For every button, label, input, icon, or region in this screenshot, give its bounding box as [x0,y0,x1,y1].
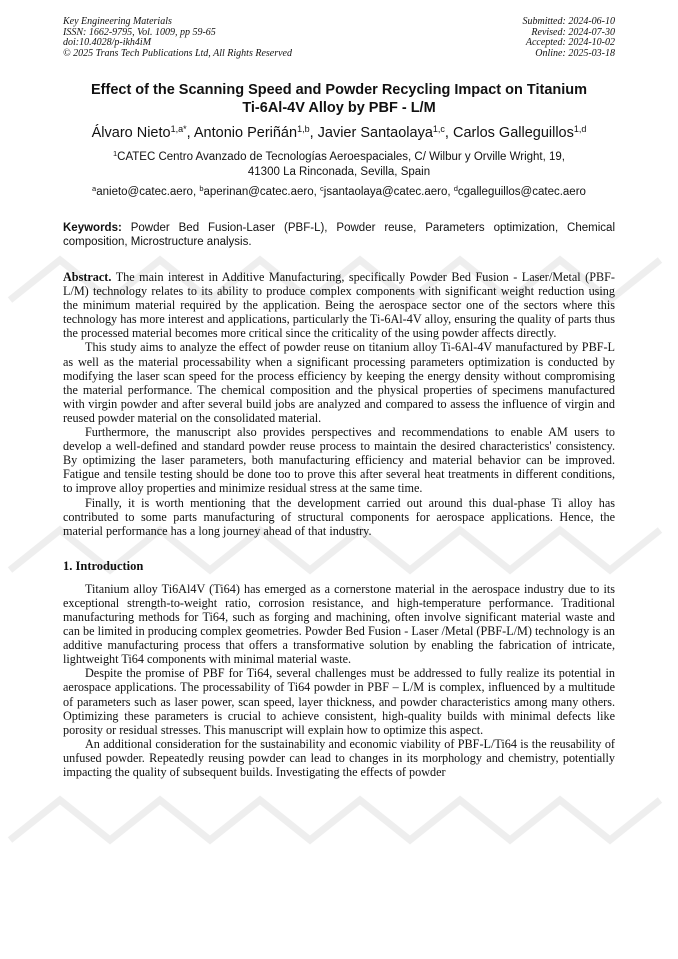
abstract-paragraph-3: Furthermore, the manuscript also provides perspectives and recommendations to enable AM users to develop a well-defined and standard powder reuse process to maintain the desired characteristics' consistency. By optimizing the laser parameters, both manufacturing efficiency and material behavior can be improved. Fatigue and tensile testing should be done too to prove this after several heat treatments in different conditions, to improve alloy properties and minimize residual stress at the same time. [63,425,615,496]
author-name: Carlos Galleguillos [452,125,574,141]
paper-title [50,81,628,117]
keywords-text: Powder Bed Fusion-Laser (PBF-L), Powder reuse, Parameters optimization, Chemical composition, Microstructure analysis. [63,222,615,248]
email-separator: , [192,186,200,198]
author-affiliation-mark: 1,b [297,124,310,134]
author-separator: , [309,125,318,141]
title-line-2: Ti-6Al-4V Alloy by PBF - L/M [242,100,436,116]
author-affiliation-mark: 1,c [432,124,445,134]
article-body [63,270,615,779]
email-mark: c [320,184,324,193]
author-affiliation-mark: 1,a* [170,124,187,134]
email-link[interactable]: jsantaolaya@catec.aero [323,186,448,198]
abstract-paragraph-4: Finally, it is worth mentioning that the development carried out around this dual-phase Ti alloy has contributed to some parts manufacturing of structural components for aerospace applications. Hence, the material performance has a long journey ahead of that industry. [63,495,615,538]
author-list [40,124,638,142]
author-name: Javier Santaolaya [317,125,433,141]
title-line-1: Effect of the Scanning Speed and Powder Recycling Impact on Titanium [90,82,588,98]
affiliation-line-2: 41300 La Rinconada, Sevilla, Spain [247,166,431,178]
intro-paragraph-1: Titanium alloy Ti6Al4V (Ti64) has emerged as a cornerstone material in the aerospace industry due to its exceptional strength-to-weight ratio, corrosion resistance, and high-temperature performance. Traditional manufacturing methods for Ti64, such as forging and machining, often involve significant material waste and can be limited in producing complex geometries. Powder Bed Fusion - Laser /Metal (PBF-L/M) technology is an additive manufacturing process that offers a transformative solution by enabling the fabrication of intricate, lightweight Ti64 components with minimal material waste. [63,581,615,667]
affiliation-text: CATEC Centro Avanzado de Tecnologías Aeroespaciales, C/ Wilbur y Orville Wright, 19, [117,151,566,163]
email-separator: , [313,186,321,198]
email-separator: , [447,186,454,198]
abstract-paragraph-2: This study aims to analyze the effect of powder reuse on titanium alloy Ti-6Al-4V manufactured by PBF-L as well as the material processability when a significant processing parameters optimization is conducted by modifying the laser scan speed for the process efficiency by keeping the energy density without compromising the material performance. The chemical composition and the physical properties of specimens manufactured with virgin powder and after several build jobs are analyzed and compared to assess the influence of virgin and reused powder material on the consolidated material. [63,340,615,425]
accepted-date: Accepted: 2024-10-02 [525,37,615,49]
issn-volume: ISSN: 1662-9795, Vol. 1009, pp 59-65 [63,26,216,38]
email-mark: b [199,184,204,193]
keywords-label: Keywords: [63,222,122,234]
online-date: Online: 2025-03-18 [535,47,615,59]
email-link[interactable]: aperinan@catec.aero [203,186,314,198]
submitted-date: Submitted: 2024-06-10 [522,16,615,27]
author-separator: , [186,125,194,141]
journal-info [63,17,292,59]
affiliation [70,150,608,180]
author-separator: , [444,125,453,141]
revised-date: Revised: 2024-07-30 [531,26,615,38]
intro-paragraph-2: Despite the promise of PBF for Ti64, several challenges must be addressed to fully realize its potential in aerospace applications. The processability of Ti64 powder in PBF – L/M is complex, influenced by a multitude of parameters such as laser power, scan speed, layer thickness, and powder characteristics among many others. Optimizing these parameters is crucial to achieve consistent, high-quality builds with minimal defects like porosity or residual stresses. This manuscript will explain how to optimize this aspect. [63,666,615,737]
section-heading-introduction: 1. Introduction [63,558,144,573]
affiliation-line-1 [70,150,608,165]
journal-name: Key Engineering Materials [63,16,172,27]
copyright-notice: © 2025 Trans Tech Publications Ltd, All Rights Reserved [63,47,292,59]
abstract-paragraph-1 [63,270,615,340]
intro-paragraph-3: An additional consideration for the sustainability and economic viability of PBF-L/Ti64 is the reusability of unfused powder. Repeatedly reusing powder can lead to changes in its morphology and chemistry, potentially impacting the quality of subsequent builds. Investigating the effects of powder [63,736,615,779]
author-name: Antonio Periñán [193,125,298,141]
publication-dates [523,17,616,59]
email-mark: d [453,184,458,193]
abstract-text: The main interest in Additive Manufacturing, specifically Powder Bed Fusion - Laser/Metal (PBF-L/M) technology relates to its ability to produce complex components with significant weight reduction using the minimum material required by the application. Being the aerospace sector one of the sectors where this technology has more interest and applications, particularly the Ti-6Al-4V alloy, ensuring the quality of parts thus the processed material becomes more critical since the criticality of the using powder affects directly. [63,270,615,341]
author-name: Álvaro Nieto [91,125,171,141]
email-link[interactable]: cgalleguillos@catec.aero [457,186,586,198]
abstract-label: Abstract. [63,270,112,284]
affiliation-mark: 1 [112,149,118,158]
keywords [63,221,615,249]
email-mark: a [92,184,97,193]
email-link[interactable]: anieto@catec.aero [96,186,193,198]
doi-link[interactable]: doi:10.4028/p-ikh4iM [63,37,152,49]
email-list [40,185,638,200]
author-affiliation-mark: 1,d [573,124,587,134]
